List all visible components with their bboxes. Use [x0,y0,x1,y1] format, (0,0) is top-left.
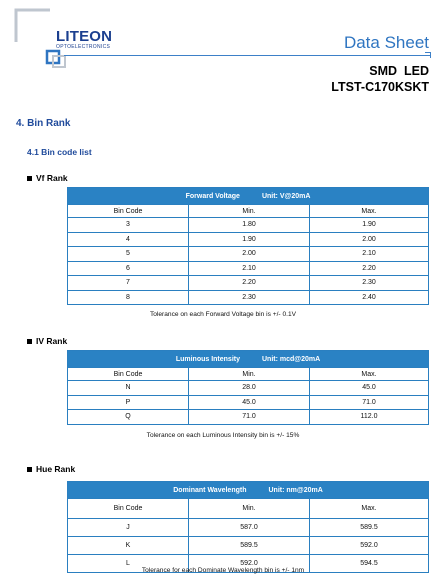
table-cell: 1.80 [189,218,310,233]
table-cell: L [68,555,189,573]
table-header-cell [68,351,429,368]
table-cell: 71.0 [189,410,310,425]
table-column-row [68,499,429,519]
table-header-unit: Unit: V@20mA [261,192,311,200]
table-cell: 7 [68,276,189,291]
company-logo-mark [14,8,52,44]
column-header: Max. [310,368,429,381]
tolerance-note: Tolerance on each Forward Voltage bin is +/- 0.1V [149,311,297,318]
table-cell: 2.00 [310,232,429,247]
column-header: Bin Code [68,368,189,381]
bullet-square-icon [27,339,32,344]
table-cell: 2.20 [310,261,429,276]
table-row [68,218,429,233]
table-cell: 1.90 [310,218,429,233]
column-header: Max. [310,205,429,218]
table-cell: 2.30 [189,290,310,305]
company-logo-square [44,48,70,70]
table-cell: 28.0 [189,381,310,396]
table-cell: J [68,519,189,537]
table-header-row [68,351,429,368]
column-header: Min. [189,499,310,519]
table-header-unit: Unit: mcd@20mA [262,355,321,363]
rank-title-vf [27,173,68,183]
table-row [68,537,429,555]
column-header: Max. [310,499,429,519]
table-cell: 2.10 [310,247,429,262]
doc-type-title: Data Sheet [343,33,429,52]
table-row [68,395,429,410]
table-row [68,276,429,291]
rank-title-label: IV Rank [36,336,68,346]
table-cell: 4 [68,232,189,247]
table-header-row [68,482,429,499]
column-header: Min. [189,205,310,218]
table-cell: 594.5 [310,555,429,573]
table-cell: P [68,395,189,410]
table-cell: K [68,537,189,555]
table-cell: 587.0 [189,519,310,537]
brand-name: LITEON [56,28,113,45]
bullet-square-icon [27,467,32,472]
table-header-cell [68,188,429,205]
product-type: SMD LED [369,64,429,78]
table-cell: Q [68,410,189,425]
table-cell: 2.10 [189,261,310,276]
part-number: LTST-C170KSKT [331,80,429,94]
table-cell: 589.5 [310,519,429,537]
table-row [68,247,429,262]
table-cell: 6 [68,261,189,276]
table-header-title: Forward Voltage [185,192,240,200]
table-row [68,261,429,276]
table-row [68,519,429,537]
table-header-title: Luminous Intensity [175,355,240,363]
table-cell: 2.00 [189,247,310,262]
table-cell: 2.30 [310,276,429,291]
vf-rank-table [67,187,429,305]
table-row [68,232,429,247]
table-column-row [68,205,429,218]
table-row [68,410,429,425]
table-cell: N [68,381,189,396]
tolerance-note: Tolerance for each Dominate Wavelength bin is +/- 1nm [141,567,305,574]
table-column-row [68,368,429,381]
header-rule [64,55,431,56]
bullet-square-icon [27,176,32,181]
column-header: Min. [189,368,310,381]
table-header-row [68,188,429,205]
table-cell: 112.0 [310,410,429,425]
column-header: Bin Code [68,205,189,218]
rank-title-iv [27,336,67,346]
table-cell: 1.90 [189,232,310,247]
table-cell: 589.5 [189,537,310,555]
rank-title-hue [27,464,75,474]
table-cell: 2.40 [310,290,429,305]
table-cell: 3 [68,218,189,233]
brand-subtitle: OPTOELECTRONICS [56,44,111,50]
table-cell: 45.0 [189,395,310,410]
tolerance-note: Tolerance on each Luminous Intensity bin is +/- 15% [146,432,300,439]
table-cell: 592.0 [310,537,429,555]
section-title: 4. Bin Rank [16,118,71,129]
hue-rank-table [67,481,429,573]
table-cell: 45.0 [310,381,429,396]
table-cell: 2.20 [189,276,310,291]
table-row [68,381,429,396]
iv-rank-table [67,350,429,425]
header-rule-cap [425,52,431,58]
column-header: Bin Code [68,499,189,519]
subsection-title: 4.1 Bin code list [27,147,92,157]
table-row [68,290,429,305]
table-cell: 8 [68,290,189,305]
table-header-title: Dominant Wavelength [173,486,247,494]
table-cell: 592.0 [189,555,310,573]
table-header-cell [68,482,429,499]
table-header-unit: Unit: nm@20mA [268,486,323,494]
rank-title-label: Vf Rank [36,173,68,183]
table-cell: 5 [68,247,189,262]
table-cell: 71.0 [310,395,429,410]
rank-title-label: Hue Rank [36,464,76,474]
